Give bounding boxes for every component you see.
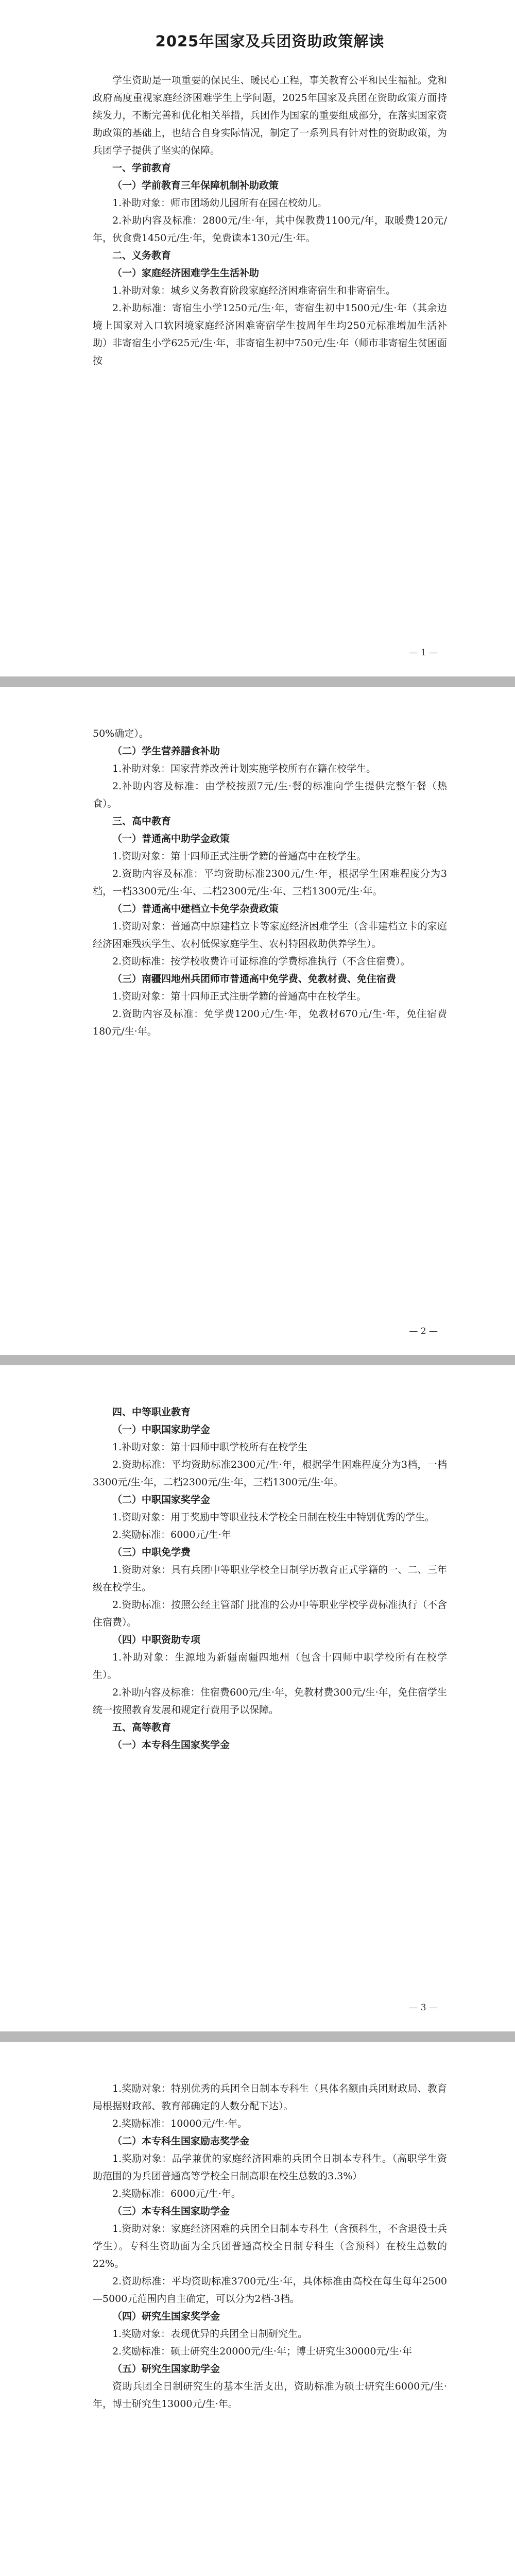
section-heading: 二、义务教育 <box>112 250 171 261</box>
body-paragraph: 2.补助内容及标准：由学校按照7元/生·餐的标准向学生提供完整午餐（热食）。 <box>93 781 447 809</box>
body-paragraph: 学生资助是一项重要的保民生、暖民心工程，事关教育公平和民生福祉。党和政府高度重视家庭经济困难学生上学问题，2025年国家及兵团在资助政策方面持续发力，不断完善和优化相关举措，兵团作为国家的重要组成部分，在落实国家资助政策的基础上，也结合自身实际情况，制定了一系列具有针对性的资助政策，为兵团学子提供了坚实的保障。 <box>93 75 447 156</box>
page-1-body <box>93 72 447 369</box>
subsection-heading: （二）学生营养膳食补助 <box>112 745 220 757</box>
subsection-heading: （三）中职免学费 <box>112 1547 191 1558</box>
section-heading: 五、高等教育 <box>112 1722 171 1733</box>
document-page-3 <box>0 1365 515 2031</box>
body-paragraph: 2.资助内容及标准：平均资助标准2300元/生·年，根据学生困难程度分为3档，一档3300元/生·年、二档2300元/生·年、三档1300元/生·年。 <box>93 868 447 897</box>
body-paragraph: 1.补助对象：国家营养改善计划实施学校所有在籍在校学生。 <box>112 763 376 774</box>
page-number: — 2 — <box>409 1326 438 1336</box>
subsection-heading: （四）中职资助专项 <box>112 1634 201 1646</box>
body-paragraph: 2.奖励标准：硕士研究生20000元/生·年；博士研究生30000元/生·年 <box>112 2346 412 2357</box>
subsection-heading: （三）南疆四地州兵团师市普通高中免学费、免教材费、免住宿费 <box>112 973 397 985</box>
subsection-heading: （二）中职国家奖学金 <box>112 1494 211 1505</box>
body-paragraph: 2.资助标准：按照公经主管部门批准的公办中等职业学校学费标准执行（不含住宿费）。 <box>93 1599 447 1628</box>
document-page-1 <box>0 0 515 676</box>
body-paragraph: 2.奖励标准：10000元/生·年。 <box>112 2118 248 2129</box>
body-paragraph: 1.资助对象：第十四师正式注册学籍的普通高中在校学生。 <box>112 991 367 1002</box>
body-paragraph: 1.补助对象：师市团场幼儿园所有在园在校幼儿。 <box>112 197 328 209</box>
body-paragraph: 2.奖励标准：6000元/生·年 <box>112 1529 231 1540</box>
page-2-body <box>93 725 447 1040</box>
body-paragraph: 1.补助对象：生源地为新疆南疆四地州（包含十四师中职学校所有在校学生）。 <box>93 1652 447 1681</box>
subsection-heading: （一）普通高中助学金政策 <box>112 833 230 844</box>
body-paragraph: 1.补助对象：城乡义务教育阶段家庭经济困难寄宿生和非寄宿生。 <box>112 285 396 296</box>
document-page-2 <box>0 687 515 1355</box>
body-paragraph: 1.资助对象：普通高中原建档立卡等家庭经济困难学生（含非建档立卡的家庭经济困难残疾学生、农村低保家庭学生、农村特困救助供养学生）。 <box>93 921 447 950</box>
subsection-heading: （四）研究生国家奖学金 <box>112 2311 220 2322</box>
body-paragraph: 1.资助对象：第十四师正式注册学籍的普通高中在校学生。 <box>112 851 367 862</box>
page-3-body <box>93 1403 447 1754</box>
body-paragraph: 资助兵团全日制研究生的基本生活支出，资助标准为硕士研究生6000元/生·年，博士研究生13000元/生·年。 <box>93 2381 447 2410</box>
body-paragraph: 50%确定）。 <box>93 728 149 739</box>
document-title: 2025年国家及兵团资助政策解读 <box>155 32 385 50</box>
subsection-heading: （一）本专科生国家奖学金 <box>112 1739 230 1751</box>
subsection-heading: （一）中职国家助学金 <box>112 1424 211 1435</box>
subsection-heading: （一）家庭经济困难学生生活补助 <box>112 267 260 279</box>
body-paragraph: 1.资助对象：用于奖励中等职业技术学校全日制在校生中特别优秀的学生。 <box>112 1512 435 1523</box>
subsection-heading: （五）研究生国家助学金 <box>112 2363 220 2375</box>
body-paragraph: 2.补助标准：寄宿生小学1250元/生·年，寄宿生初中1500元/生·年（其余边境上国家对入口软困境家庭经济困难寄宿学生按周年生均250元标准增加生活补助）非寄宿生小学625元/生·年，非寄宿生初中750元/生·年（师市非寄宿生贫困面按 <box>93 302 447 366</box>
body-paragraph: 2.资助标准：平均资助标准2300元/生·年，根据学生困难程度分为3档，一档3300元/生·年，二档2300元/生·年，三档1300元/生·年。 <box>93 1459 447 1488</box>
body-paragraph: 1.奖励对象：特别优秀的兵团全日制本专科生（具体名额由兵团财政局、教育局根据财政部、教育部确定的人数分配下达）。 <box>93 2083 447 2112</box>
page-4-body <box>93 2080 447 2413</box>
body-paragraph: 1.补助对象：第十四师中职学校所有在校学生 <box>112 1442 308 1453</box>
subsection-heading: （二）本专科生国家励志奖学金 <box>112 2136 250 2147</box>
page-number: — 3 — <box>409 2003 438 2013</box>
document-page-4 <box>0 2042 515 2576</box>
body-paragraph: 2.奖励标准：6000元/生·年。 <box>112 2188 241 2199</box>
section-heading: 一、学前教育 <box>112 162 171 174</box>
body-paragraph: 2.资助标准：按学校收费许可证标准的学费标准执行（不含住宿费）。 <box>112 956 410 967</box>
subsection-heading: （一）学前教育三年保障机制补助政策 <box>112 180 279 191</box>
section-heading: 三、高中教育 <box>112 816 171 827</box>
body-paragraph: 2.资助标准：平均资助标准3700元/生·年，具体标准由高校在每生每年2500—5000元范围内自主确定，可以分为2档-3档。 <box>93 2276 447 2304</box>
subsection-heading: （三）本专科生国家助学金 <box>112 2206 230 2217</box>
body-paragraph: 2.补助内容及标准：住宿费600元/生·年，免教材费300元/生·年，免住宿学生统一按照教育发展和规定行费用予以保障。 <box>93 1687 447 1716</box>
body-paragraph: 1.奖励对象：品学兼优的家庭经济困难的兵团全日制本专科生。（高职学生资助范围的为兵团普通高等学校全日制高职在校生总数的3.3%） <box>93 2153 447 2182</box>
body-paragraph: 1.奖励对象：表现优异的兵团全日制研究生。 <box>112 2328 308 2340</box>
section-heading: 四、中等职业教育 <box>112 1406 191 1418</box>
body-paragraph: 2.资助内容及标准：免学费1200元/生·年，免教材670元/生·年，免住宿费180元/生·年。 <box>93 1008 447 1037</box>
body-paragraph: 1.资助对象：家庭经济困难的兵团全日制本专科生（含预科生，不含退役士兵学生）。专科生资助面为全兵团普通高校全日制专科生（含预科）在校生总数的22%。 <box>93 2223 447 2269</box>
body-paragraph: 2.补助内容及标准：2800元/生·年，其中保教费1100元/年，取暖费120元/年，伙食费1450元/生·年，免费读本130元/生·年。 <box>93 215 447 244</box>
subsection-heading: （二）普通高中建档立卡免学杂费政策 <box>112 903 279 914</box>
body-paragraph: 1.资助对象：具有兵团中等职业学校全日制学历教育正式学籍的一、二、三年级在校学生。 <box>93 1564 447 1593</box>
page-number: — 1 — <box>409 648 438 658</box>
